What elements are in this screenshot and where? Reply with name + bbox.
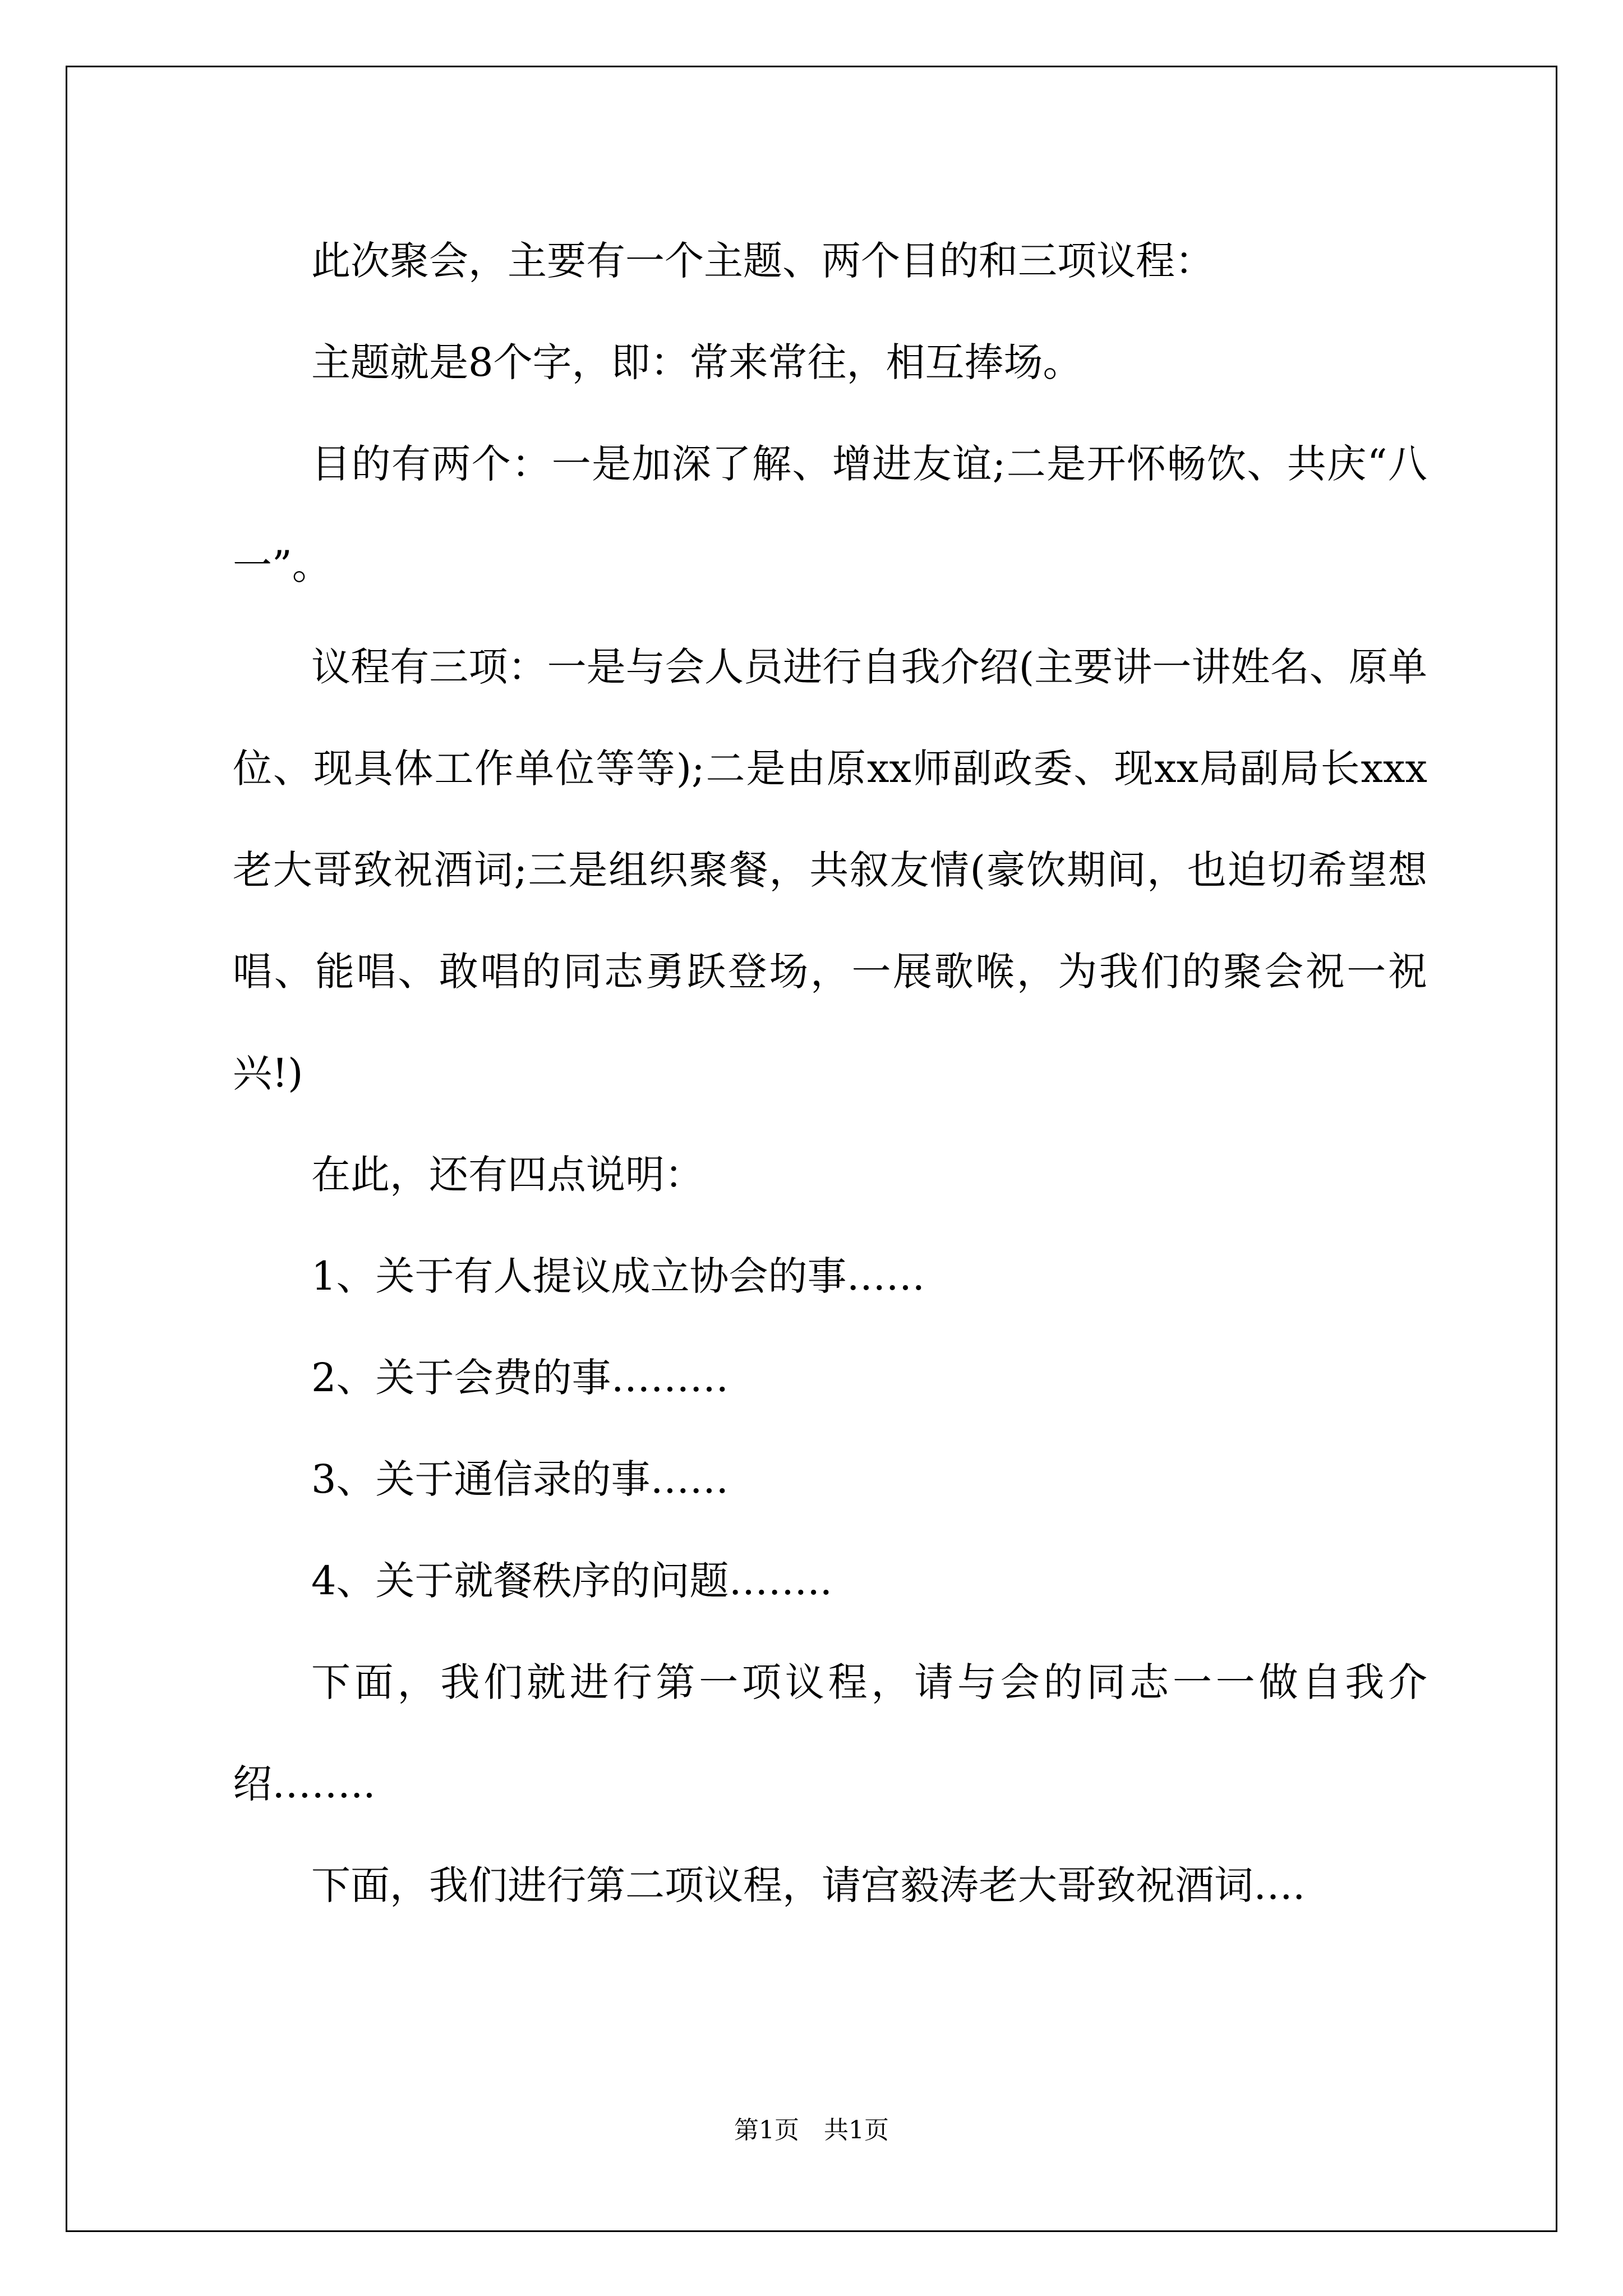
paragraph-theme: 主题就是8个字，即：常来常往，相互捧场。 bbox=[311, 339, 1082, 385]
list-item-contacts: 3、关于通信录的事…… bbox=[311, 1456, 729, 1502]
paragraph-intro: 此次聚会，主要有一个主题、两个目的和三项议程： bbox=[311, 238, 1214, 284]
list-item-dining-order: 4、关于就餐秩序的问题…….. bbox=[311, 1558, 833, 1604]
paragraph-purpose: 目的有两个：一是加深了解、增进友谊;二是开怀畅饮、共庆“八一”。 bbox=[233, 441, 1427, 588]
paragraph-notes-heading: 在此，还有四点说明： bbox=[311, 1152, 704, 1198]
list-item-association: 1、关于有人提议成立协会的事…… bbox=[311, 1253, 925, 1299]
paragraph-agenda: 议程有三项：一是与会人员进行自我介绍(主要讲一讲姓名、原单位、现具体工作单位等等);二是由原xx师副政委、现xx局副局长xxx老大哥致祝酒词;三是组织聚餐，共叙友情(豪饮期间，也迫切希望想唱、能唱、敢唱的同志勇跃登场，一展歌喉，为我们的聚会祝一祝兴!) bbox=[233, 644, 1427, 1096]
document-body bbox=[233, 210, 1427, 1936]
page-footer: 第1页 共1页 bbox=[734, 2116, 889, 2145]
paragraph-first-agenda: 下面，我们就进行第一项议程，请与会的同志一一做自我介绍…….. bbox=[233, 1659, 1427, 1807]
paragraph-second-agenda: 下面，我们进行第二项议程，请宫毅涛老大哥致祝酒词…. bbox=[311, 1862, 1306, 1908]
list-item-fees: 2、关于会费的事……… bbox=[311, 1355, 729, 1401]
